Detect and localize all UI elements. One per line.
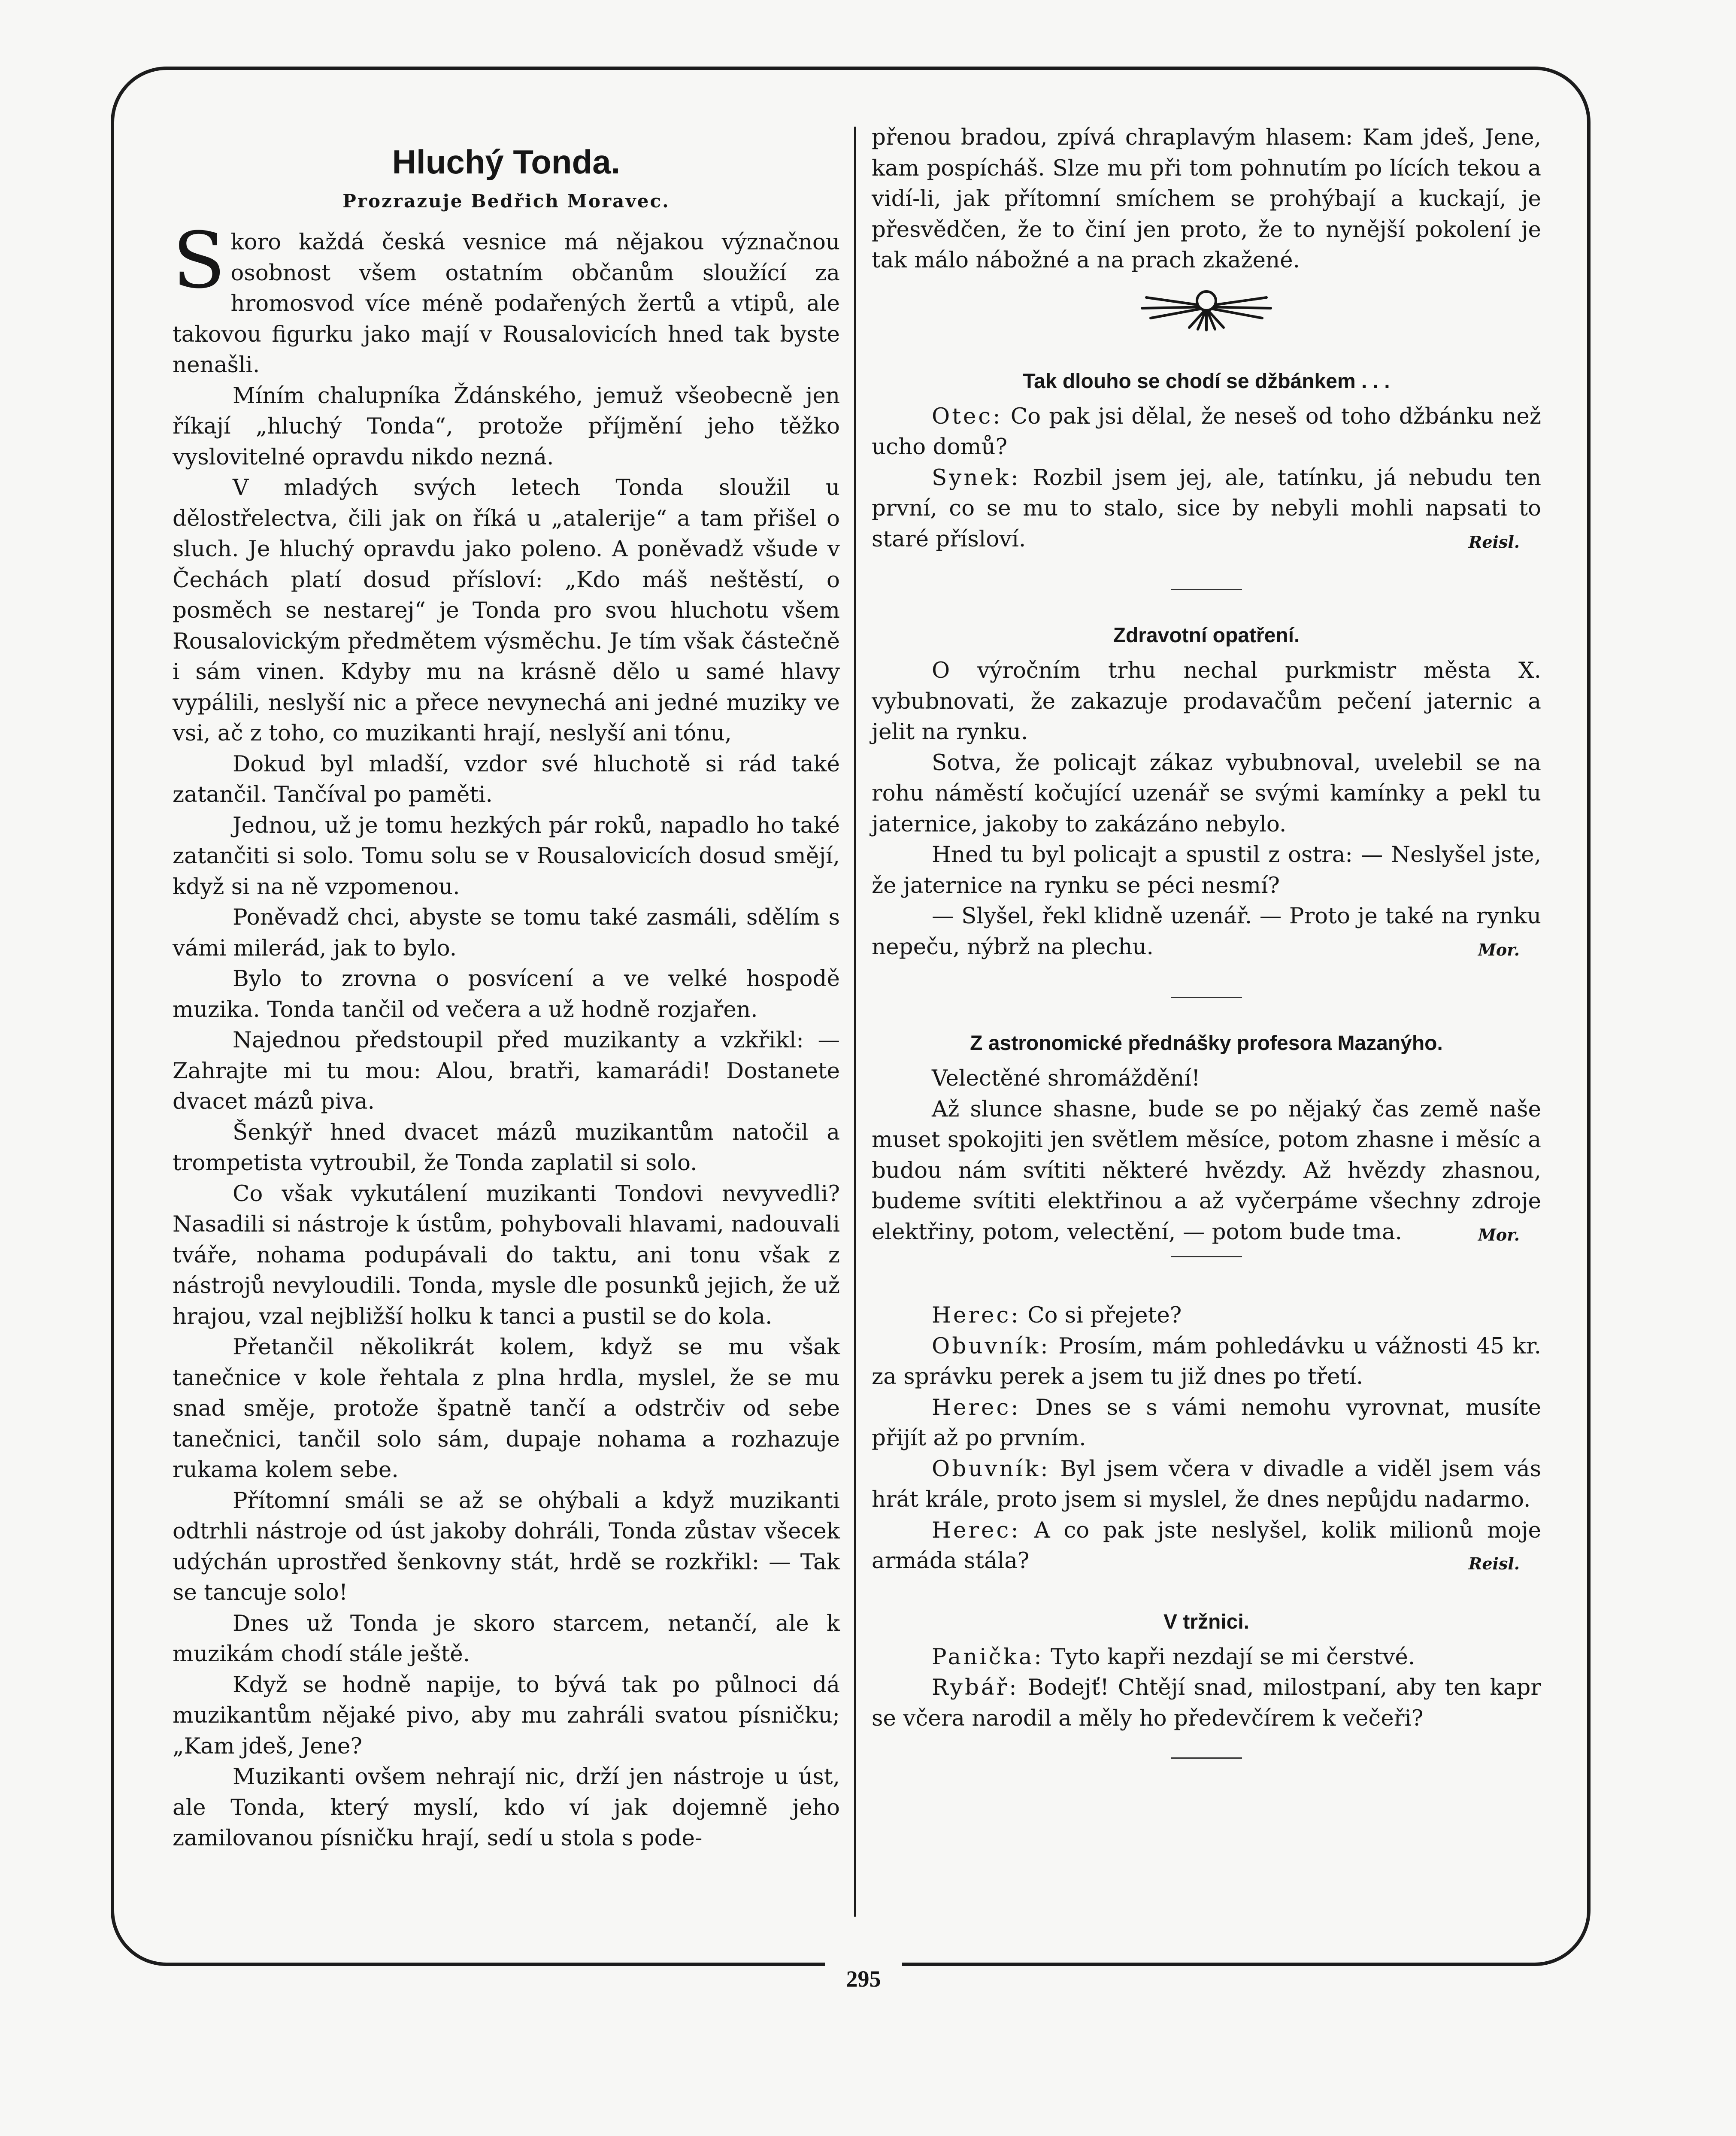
joke2-paragraph: Sotva, že policajt zákaz vybubnoval, uvelebil se na rohu náměstí kočující uzenář se svými kamínky a pekl tu jaternice, jakoby to zakázáno nebylo. <box>872 749 1541 837</box>
joke1-line-2 <box>872 463 1541 555</box>
speaker-label: Obuvník: <box>932 1456 1050 1482</box>
story-title: Hluchý Tonda. <box>392 143 621 181</box>
ornament-icon <box>1138 285 1275 332</box>
joke4-line-text: A co pak jste neslyšel, kolik milionů moje armáda stála? <box>872 1517 1541 1574</box>
joke4-line <box>872 1300 1541 1331</box>
joke4-line <box>872 1331 1541 1393</box>
signature: Reisl. <box>1468 532 1520 552</box>
story-byline: Prozrazuje Bedřich Moravec. <box>342 191 670 212</box>
speaker-label: Obuvník: <box>932 1333 1050 1359</box>
story-paragraph-1 <box>173 216 840 381</box>
speaker-label: Herec: <box>932 1302 1021 1328</box>
joke3-text-body: Až slunce shasne, bude se po nějaký čas země naše muset spokojiti jen světlem měsíce, potom zhasne i měsíc a budou nám svítiti některé hvězdy. Až hvězdy zhasnou, budeme svítiti elektřinou a až vyčerpáme všechny zdroje elektřiny, potom, velectění, — potom bude tma. <box>872 1096 1541 1245</box>
joke4-line <box>872 1454 1541 1515</box>
story-paragraph: Co však vykutálení muzikanti Tondovi nevyvedli? Nasadili si nástroje k ústům, pohybovali hlavami, nadouvali tváře, nohama podupávali do taktu, ani tonu však z nástrojů nevyloudili. Tonda, mysle dle posunků jejich, že už hrajou, vzal nejbližší holku k tanci a pustil se do kola. <box>173 1180 840 1329</box>
joke3-text <box>872 1094 1541 1248</box>
speaker-label: Herec: <box>932 1517 1021 1543</box>
speaker-label: Otec: <box>932 403 1003 429</box>
speaker-label: Panička: <box>932 1644 1044 1670</box>
joke1-line-2-text: Rozbil jsem jej, ale, tatínku, já nebudu ten první, co se mu to stalo, sice by nebyli mohli napsati to staré přísloví. <box>872 464 1542 552</box>
speaker-label: Herec: <box>932 1394 1021 1420</box>
signature: Mor. <box>1478 1225 1520 1244</box>
story-paragraph: Poněvadž chci, abyste se tomu také zasmáli, sdělím s vámi milerád, jak to bylo. <box>173 904 840 961</box>
joke5-line <box>872 1672 1541 1734</box>
speaker-label: Synek: <box>932 464 1021 491</box>
story-continuation: přenou bradou, zpívá chraplavým hlasem: Kam jdeš, Jene, kam pospícháš. Slze mu při tom pohnutím po lících tekou a vidí-li, jak přítomní smíchem se prohýbají a kuckají, je přesvědčen, že to činí jen proto, že to nynější pokolení je tak málo nábožné a na prach zkažené. <box>872 124 1541 273</box>
story-paragraph: Míním chalupníka Ždánského, jemuž všeobecně jen říkají „hluchý Tonda“, protože příjmění jeho těžko vyslovitelné opravdu nikdo nezná. <box>173 382 840 470</box>
signature: Mor. <box>1478 940 1520 959</box>
joke4-line-text: Prosím, mám pohledávku u vážnosti 45 kr. za správku perek a jsem tu již dnes po třetí. <box>872 1333 1541 1390</box>
joke2-paragraph: Hned tu byl policajt a spustil z ostra: — Neslyšel jste, že jaternice na rynku se péci nesmí? <box>872 842 1541 898</box>
joke3-salutation: Velectěné shromáždění! <box>932 1065 1200 1091</box>
joke4-line <box>872 1515 1541 1577</box>
joke5-line-text: Bodejť! Chtějí snad, milostpaní, aby ten kapr se včera narodil a měly ho předevčírem k večeři? <box>872 1675 1542 1731</box>
left-column <box>173 122 840 1854</box>
joke4-line <box>872 1393 1541 1454</box>
joke-title-zdravotni: Zdravotní opatření. <box>1113 624 1300 647</box>
joke-title-astronomie: Z astronomické přednášky profesora Mazanýho. <box>970 1032 1443 1055</box>
joke2-paragraph-last <box>872 901 1541 962</box>
joke-title-dzbanek: Tak dlouho se chodí se džbánkem . . . <box>1023 370 1390 393</box>
story-paragraph: Přítomní smáli se až se ohýbali a když muzikanti odtrhli nástroje od úst jakoby dohráli, Tonda zůstav všecek udýchán uprostřed šenkovny stát, hrdě se rozkřikl: — Tak se tancuje solo! <box>173 1487 840 1605</box>
story-paragraph: Dnes už Tonda je skoro starcem, netančí, ale k muzikám chodí stále ještě. <box>173 1610 840 1667</box>
joke4-line-text: Dnes se s vámi nemohu vyrovnat, musíte přijít až po prvním. <box>872 1394 1541 1451</box>
story-paragraph-1-text: koro každá česká vesnice má nějakou význačnou osobnost všem ostatním občanům sloužící za hromosvod více méně podařených žertů a vtipů, ale takovou figurku jako mají v Rousalovicích hned tak byste nenašli. <box>173 229 840 378</box>
joke1-line-1-text: Co pak jsi dělal, že neseš od toho džbánku než ucho domů? <box>872 403 1542 460</box>
joke5-line-text: Tyto kapři nezdají se mi čerstvé. <box>1051 1644 1415 1670</box>
column-divider <box>854 127 856 1917</box>
right-column <box>872 122 1541 1759</box>
story-paragraph: Jednou, už je tomu hezkých pár roků, napadlo ho také zatančiti si solo. Tomu solu se v Rousalovicích dosud smějí, když si na ně vzpomenou. <box>173 812 840 900</box>
story-paragraph: Muzikanti ovšem nehrají nic, drží jen nástroje u úst, ale Tonda, který myslí, kdo ví jak dojemně jeho zamilovanou písničku hrají, sedí u stola s pode- <box>173 1764 840 1851</box>
joke4-line-text: Co si přejete? <box>1027 1302 1182 1328</box>
joke4-line-text: Byl jsem včera v divadle a viděl jsem vás hrát krále, proto jsem si myslel, že dnes nepůjdu nadarmo. <box>872 1456 1542 1512</box>
story-paragraph: Šenkýř hned dvacet mázů muzikantům natočil a trompetista vytroubil, že Tonda zaplatil si solo. <box>173 1119 840 1176</box>
speaker-label: Rybář: <box>932 1675 1019 1700</box>
joke2-paragraph: O výročním trhu nechal purkmistr města X. vybubnovati, že zakazuje prodavačům pečení jaternic a jelit na rynku. <box>872 658 1541 745</box>
joke1-line-1 <box>872 401 1541 463</box>
story-paragraph: Přetančil několikrát kolem, když se mu však tanečnice v kole řehtala z plna hrdla, myslel, že se mu snad směje, protože špatně tančí a odstrčiv od sebe tanečnici, tančil solo sám, dupaje nohama a rozhazuje rukama kolem sebe. <box>173 1334 840 1483</box>
story-paragraph: V mladých svých letech Tonda sloužil u dělostřelectva, čili jak on říká u „atalerije“ a tam přišel o sluch. Je hluchý opravdu jako poleno. A poněvadž všude v Čechách platí dosud přísloví: „Kdo máš neštěstí, o posměch se nestarej“ je Tonda pro svou hluchotu všem Rousalovickým předmětem výsměchu. Je tím však částečně i sám vinen. Kdyby mu na krásně dělo u samé hlavy vypálili, neslyší nic a přece nevynechá ani jedné muziky ve vsi, ač z toho, co muzikanti hrají, neslyší ani tónu, <box>173 475 840 746</box>
drop-cap: S <box>173 216 226 306</box>
joke-title-trznice: V tržnici. <box>1163 1610 1250 1633</box>
page-number: 295 <box>825 1962 902 1996</box>
story-paragraph: Když se hodně napije, to bývá tak po půlnoci dá muzikantům nějaké pivo, aby mu zahráli svatou písničku; „Kam jdeš, Jene? <box>173 1672 840 1759</box>
story-paragraph: Bylo to zrovna o posvícení a ve velké hospodě muzika. Tonda tančil od večera a už hodně rozjařen. <box>173 966 840 1022</box>
signature: Reisl. <box>1468 1554 1520 1573</box>
section-rule <box>1171 1757 1242 1759</box>
story-paragraph: Dokud byl mladší, vzdor své hluchotě si rád také zatančil. Tančíval po paměti. <box>173 751 840 807</box>
story-paragraph: Najednou předstoupil před muzikanty a vzkřikl: — Zahrajte mi tu mou: Alou, bratři, kamarádi! Dostanete dvacet mázů piva. <box>173 1027 840 1114</box>
joke5-line <box>872 1642 1541 1673</box>
joke2-paragraph-text: — Slyšel, řekl klidně uzenář. — Proto je také na rynku nepeču, nýbrž na plechu. <box>872 903 1541 960</box>
